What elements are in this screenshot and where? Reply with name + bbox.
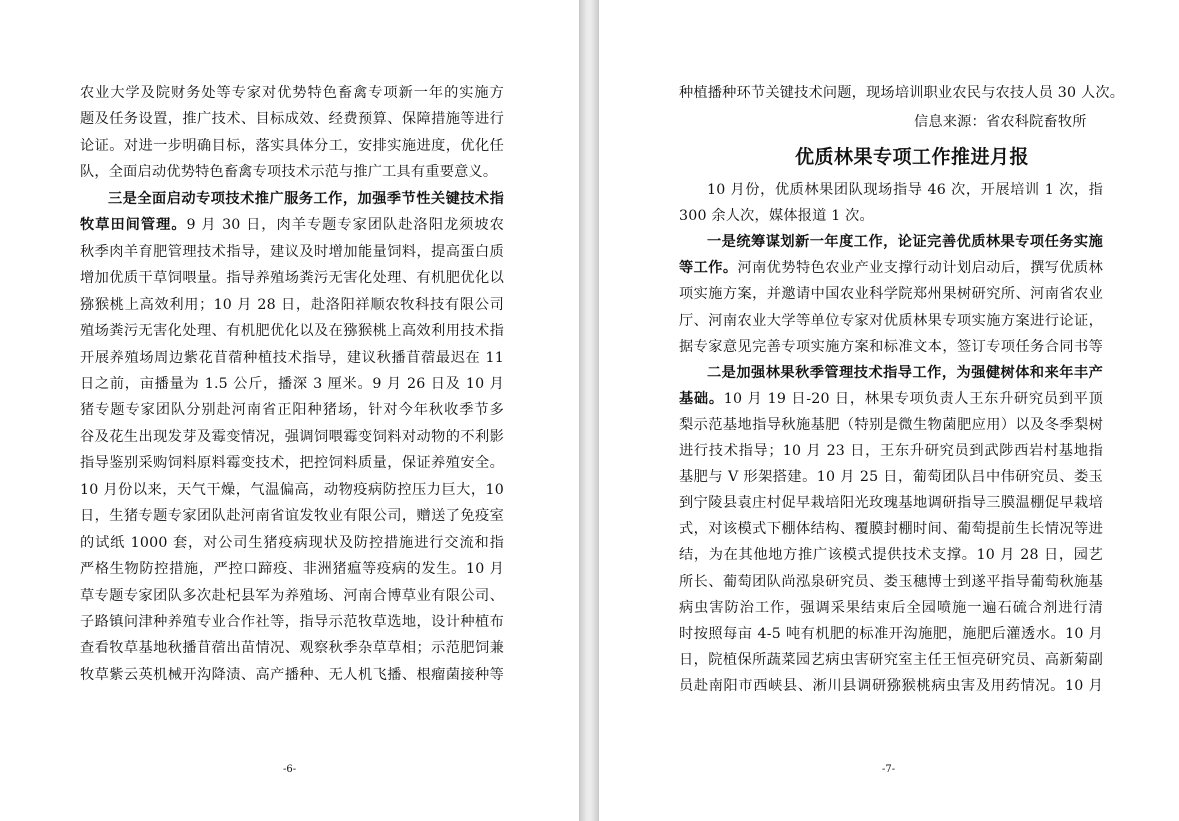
body-line bbox=[679, 650, 1103, 670]
body-line bbox=[80, 321, 504, 341]
body-text: 10 月份以来，天气干燥，气温偏高，动物疫病防控压力巨大，10 bbox=[80, 481, 504, 498]
body-text: 指导鉴别采购饲料原料霉变技术，把控饲料质量，保证养殖安全。 bbox=[80, 455, 504, 472]
body-text: 殖场粪污无害化处理、有机肥优化以及在猕猴桃上高效利用技术指 bbox=[80, 323, 504, 340]
body-line bbox=[679, 311, 1103, 331]
body-text: 项实施方案，并邀请中国农业科学院郑州果树研究所、河南省农业 bbox=[679, 286, 1103, 303]
bold-heading-text: 基础。 bbox=[679, 390, 724, 407]
body-line bbox=[80, 215, 504, 235]
body-text: 队，全面启动优势特色畜禽专项技术示范与推广工具有重要意义。 bbox=[80, 164, 498, 181]
body-text: 基肥与 V 形架搭建。10 月 25 日，葡萄团队吕中伟研究员、娄玉 bbox=[679, 469, 1103, 486]
body-text: 式，对该模式下棚体结构、覆膜封棚时间、葡萄提前生长情况等进 bbox=[679, 521, 1103, 538]
body-text: 牧草紫云英机械开沟降渍、高产播种、无人机飞播、根瘤菌接种等 bbox=[80, 666, 504, 683]
body-line bbox=[679, 258, 1103, 278]
body-line bbox=[707, 363, 1103, 383]
body-line bbox=[679, 389, 1103, 409]
body-text: 草专题专家团队多次赴杞县军为养殖场、河南合博草业有限公司、 bbox=[80, 587, 504, 604]
body-text: 据专家意见完善专项实施方案和标准文本，签订专项任务合同书等 bbox=[679, 338, 1103, 355]
body-line bbox=[679, 519, 1103, 539]
body-line bbox=[80, 638, 504, 658]
body-line bbox=[80, 374, 504, 394]
body-line bbox=[80, 242, 504, 262]
body-line bbox=[80, 162, 497, 182]
left-page bbox=[0, 0, 580, 821]
body-text: 猕猴桃上高效利用；10 月 28 日，赴洛阳祥顺农牧科技有限公司 bbox=[80, 296, 504, 313]
body-line bbox=[80, 109, 504, 129]
body-line bbox=[80, 83, 504, 103]
section-title: 优质林果专项工作推进月报 bbox=[795, 146, 1030, 168]
body-text: 所长、葡萄团队尚泓泉研究员、娄玉穗博士到遂平指导葡萄秋施基 bbox=[679, 573, 1103, 590]
body-line bbox=[679, 624, 1103, 644]
body-line bbox=[707, 180, 1103, 200]
bold-heading-text: 一是统筹谋划新一年度工作，论证完善优质林果专项任务实施 bbox=[707, 234, 1103, 251]
body-text: 题及任务设置，推广技术、目标成效、经费预算、保障措施等进行 bbox=[80, 111, 504, 128]
body-line bbox=[679, 572, 1103, 592]
source-line bbox=[914, 112, 1087, 132]
body-text: 到宁陵县袁庄村促早栽培阳光玫瑰基地调研指导三膜温棚促早栽培 bbox=[679, 495, 1103, 512]
body-text: 增加优质干草饲喂量。指导养殖场粪污无害化处理、有机肥优化以 bbox=[80, 270, 504, 287]
body-line bbox=[679, 598, 1103, 618]
body-line bbox=[80, 506, 504, 526]
body-line bbox=[679, 415, 1103, 435]
body-line bbox=[679, 467, 1103, 487]
bold-heading-text: 牧草田间管理。 bbox=[80, 217, 187, 234]
body-text: 农业大学及院财务处等专家对优势特色畜禽专项新一年的实施方 bbox=[80, 85, 504, 101]
body-text: 员赴南阳市西峡县、淅川县调研猕猴桃病虫害及用药情况。10 月 bbox=[679, 677, 1103, 694]
body-text: 的试纸 1000 套，对公司生猪疫病现状及防控措施进行交流和指 bbox=[80, 534, 504, 551]
body-line bbox=[80, 453, 504, 473]
body-text: 种植播种环节关键技术问题，现场培训职业农民与农技人员 30 人次。 bbox=[679, 85, 1125, 101]
body-text: 论证。对进一步明确目标，落实具体分工，安排实施进度，优化任 bbox=[80, 137, 504, 154]
body-text: 时按照每亩 4-5 吨有机肥的标准开沟施肥，施肥后灌透水。10 月 bbox=[679, 625, 1103, 642]
body-line bbox=[679, 493, 1103, 513]
body-text: 结，为在其他地方推广该模式提供技术支撑。10 月 28 日，园艺 bbox=[679, 547, 1103, 564]
body-line bbox=[679, 284, 1103, 304]
body-text: 查看牧草基地秋播苜蓿出苗情况、观察秋季杂草草相；示范肥饲兼 bbox=[80, 640, 504, 657]
page-number: -7- bbox=[882, 764, 896, 775]
body-line bbox=[80, 559, 504, 579]
body-text: 秋季肉羊育肥管理技术指导，建议及时增加能量饲料，提高蛋白质 bbox=[80, 243, 504, 260]
body-line bbox=[679, 206, 874, 226]
body-line bbox=[80, 136, 504, 156]
body-line bbox=[679, 83, 1124, 103]
right-page bbox=[598, 0, 1179, 821]
body-line bbox=[80, 480, 504, 500]
body-text: 病虫害防治工作，强调采果结束后全园喷施一遍石硫合剂进行清 bbox=[679, 599, 1103, 616]
body-text: 谷及花生出现发芽及霉变情况，强调饲喂霉变饲料对动物的不利影 bbox=[80, 428, 504, 445]
body-line bbox=[679, 337, 1103, 357]
body-text: 9 月 30 日，肉羊专题专家团队赴洛阳龙须坡农 bbox=[186, 217, 504, 234]
body-line bbox=[80, 268, 504, 288]
body-text: 10 月份，优质林果团队现场指导 46 次，开展培训 1 次，指 bbox=[707, 182, 1103, 198]
body-text: 10 月 19 日-20 日，林果专项负责人王东升研究员到平顶 bbox=[723, 390, 1103, 407]
body-line bbox=[80, 427, 504, 447]
body-text: 河南优势特色农业产业支撑行动计划启动后，撰写优质林 bbox=[737, 260, 1103, 277]
body-line bbox=[679, 441, 1103, 461]
body-line bbox=[80, 533, 504, 553]
body-line bbox=[679, 545, 1103, 565]
body-text: 日，院植保所蔬菜园艺病虫害研究室主任王恒亮研究员、高新菊副 bbox=[679, 651, 1103, 668]
body-text: 开展养殖场周边紫花苜蓿种植技术指导，建议秋播苜蓿最迟在 11 bbox=[80, 349, 504, 366]
body-line bbox=[80, 295, 504, 315]
body-text: 厅、河南农业大学等单位专家对优质林果专项实施方案进行论证， bbox=[679, 312, 1103, 329]
body-text: 进行技术指导；10 月 23 日，王东升研究员到武陟西岩村基地指 bbox=[679, 443, 1103, 459]
body-line bbox=[80, 665, 504, 685]
body-text: 300 余人次，媒体报道 1 次。 bbox=[679, 208, 874, 225]
bold-heading-text: 二是加强林果秋季管理技术指导工作，为强健树体和来年丰产 bbox=[707, 364, 1103, 381]
bold-heading-text: 等工作。 bbox=[679, 260, 738, 277]
body-line bbox=[80, 348, 504, 368]
body-text: 子路镇问津种养殖专业合作社等，指导示范牧草选地，设计种植布 bbox=[80, 614, 504, 630]
body-text: 严格生物防控措施，严控口蹄疫、非洲猪瘟等疫病的发生。10 月 bbox=[80, 561, 504, 578]
body-line bbox=[80, 586, 504, 606]
body-line bbox=[80, 400, 504, 420]
page-gutter bbox=[580, 0, 598, 821]
body-text: 信息来源：省农科院畜牧所 bbox=[914, 114, 1087, 130]
page-number: -6- bbox=[283, 764, 297, 775]
body-text: 日之前，亩播量为 1.5 公斤，播深 3 厘米。9 月 26 日及 10 月 bbox=[80, 375, 504, 392]
body-text: 梨示范基地指导秋施基肥（特别是微生物菌肥应用）以及冬季梨树 bbox=[679, 416, 1103, 433]
body-line bbox=[80, 612, 504, 632]
body-text: 日，生猪专题专家团队赴河南省谊发牧业有限公司，赠送了免疫室 bbox=[80, 508, 504, 525]
body-text: 猪专题专家团队分别赴河南省正阳种猪场，针对今年秋收季节多 bbox=[80, 402, 504, 419]
body-line bbox=[707, 232, 1103, 252]
bold-heading-text: 三是全面启动专项技术推广服务工作，加强季节性关键技术指 bbox=[108, 190, 504, 207]
body-line bbox=[108, 189, 504, 209]
body-line bbox=[679, 676, 1103, 696]
